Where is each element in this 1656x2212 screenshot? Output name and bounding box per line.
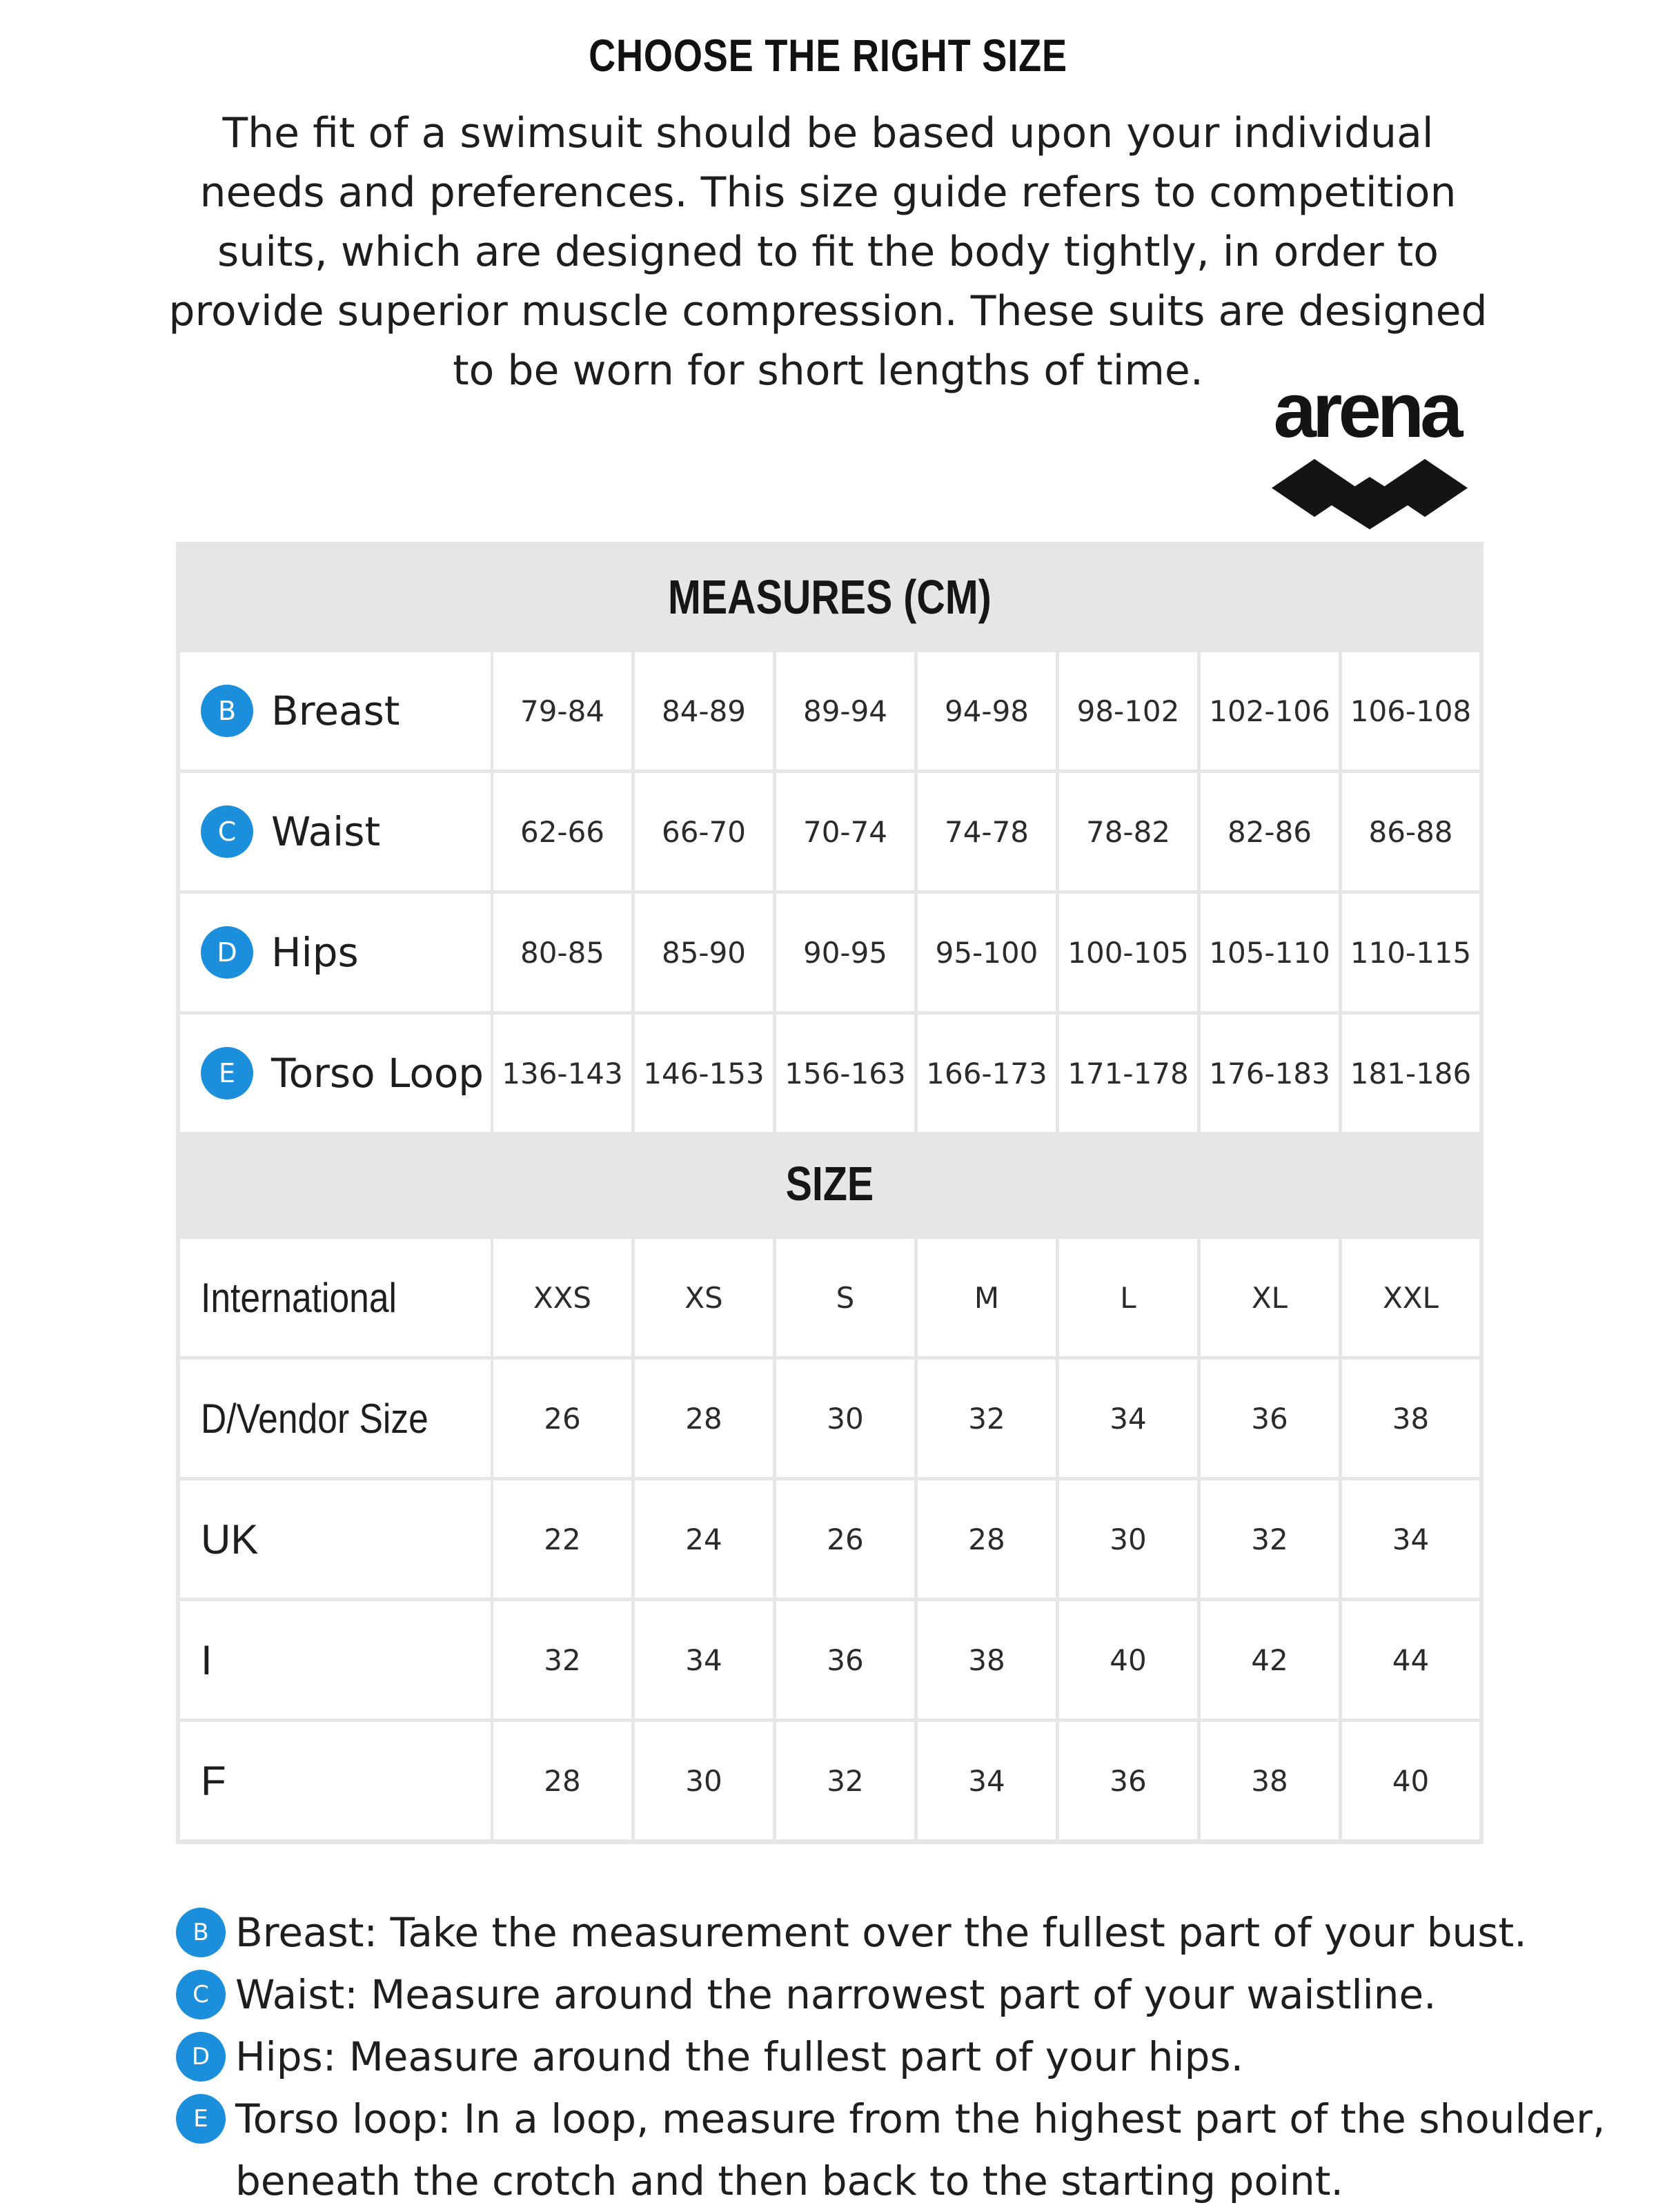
- size-value-cell: 34: [635, 1601, 773, 1719]
- measure-value-cell: 146-153: [635, 1015, 773, 1132]
- measure-label: Torso Loop: [271, 1050, 484, 1097]
- arena-logo: [1252, 369, 1480, 535]
- size-value-cell: XXS: [493, 1239, 631, 1356]
- measure-value-cell: 100-105: [1059, 894, 1197, 1011]
- measure-label: Waist: [271, 808, 381, 855]
- measure-value-cell: 66-70: [635, 773, 773, 890]
- measure-value-cell: 156-163: [776, 1015, 914, 1132]
- measure-value-cell: 106-108: [1342, 652, 1479, 770]
- note-item: [176, 1901, 1528, 1964]
- size-value-cell: S: [776, 1239, 914, 1356]
- measure-value-cell: 70-74: [776, 773, 914, 890]
- note-item: [176, 2026, 1528, 2088]
- intro-paragraph: The fit of a swimsuit should be based upon your individual needs and preferences. This size guide refers to competition suits, which are designed to fit the body tightly, in order to provide superior muscle compression. These suits are designed to be worn for short lengths of time.: [168, 109, 1488, 395]
- size-value-cell: XL: [1201, 1239, 1339, 1356]
- diamond-logo-icon: [1266, 445, 1473, 531]
- note-text: Torso loop: In a loop, measure from the highest part of the shoulder,: [235, 2095, 1606, 2142]
- note-badge-icon: D: [176, 2032, 226, 2082]
- measure-value-cell: 79-84: [493, 652, 631, 770]
- measure-value-cell: 110-115: [1342, 894, 1479, 1011]
- measure-row-label: [180, 1015, 491, 1132]
- measure-badge-icon: E: [201, 1047, 253, 1099]
- size-value-cell: 28: [493, 1722, 631, 1839]
- size-row-label: [180, 1360, 491, 1477]
- note-badge-icon: E: [176, 2094, 226, 2144]
- size-value-cell: 40: [1059, 1601, 1197, 1719]
- size-value-cell: 22: [493, 1480, 631, 1598]
- note-text: Breast: Take the measurement over the fullest part of your bust.: [235, 1909, 1527, 1956]
- size-value-cell: 38: [1342, 1360, 1479, 1477]
- size-label: International: [201, 1274, 397, 1321]
- note-badge-icon: C: [176, 1970, 226, 2019]
- size-table: [176, 542, 1483, 1844]
- measure-label: Hips: [271, 929, 359, 976]
- size-value-cell: 42: [1201, 1601, 1339, 1719]
- size-value-cell: 36: [1201, 1360, 1339, 1477]
- size-value-cell: 24: [635, 1480, 773, 1598]
- measure-value-cell: 102-106: [1201, 652, 1339, 770]
- size-row-label: [180, 1722, 491, 1839]
- measure-value-cell: 74-78: [918, 773, 1056, 890]
- measure-row-label: [180, 894, 491, 1011]
- measure-value-cell: 80-85: [493, 894, 631, 1011]
- size-value-cell: 26: [493, 1360, 631, 1477]
- measure-value-cell: 98-102: [1059, 652, 1197, 770]
- measure-value-cell: 82-86: [1201, 773, 1339, 890]
- size-value-cell: L: [1059, 1239, 1197, 1356]
- measure-label: Breast: [271, 687, 400, 734]
- note-text: Waist: Measure around the narrowest part of your waistline.: [235, 1971, 1437, 2018]
- measure-value-cell: 181-186: [1342, 1015, 1479, 1132]
- logo-wordmark: arena: [1273, 367, 1459, 453]
- size-value-cell: XS: [635, 1239, 773, 1356]
- size-label: I: [201, 1636, 213, 1683]
- note-text: Hips: Measure around the fullest part of your hips.: [235, 2033, 1244, 2080]
- size-value-cell: 30: [776, 1360, 914, 1477]
- size-value-cell: 36: [1059, 1722, 1197, 1839]
- measure-row-label: [180, 652, 491, 770]
- size-value-cell: M: [918, 1239, 1056, 1356]
- size-label: F: [201, 1757, 226, 1804]
- measure-value-cell: 176-183: [1201, 1015, 1339, 1132]
- measure-value-cell: 84-89: [635, 652, 773, 770]
- size-value-cell: 30: [1059, 1480, 1197, 1598]
- measure-value-cell: 85-90: [635, 894, 773, 1011]
- measure-value-cell: 90-95: [776, 894, 914, 1011]
- measure-value-cell: 171-178: [1059, 1015, 1197, 1132]
- size-header: SIZE: [785, 1157, 874, 1211]
- size-value-cell: 44: [1342, 1601, 1479, 1719]
- size-value-cell: 34: [918, 1722, 1056, 1839]
- size-label: UK: [201, 1516, 259, 1563]
- size-value-cell: 32: [493, 1601, 631, 1719]
- size-value-cell: 32: [1201, 1480, 1339, 1598]
- size-value-cell: 28: [635, 1360, 773, 1477]
- measure-value-cell: 86-88: [1342, 773, 1479, 890]
- measure-value-cell: 94-98: [918, 652, 1056, 770]
- page-title: CHOOSE THE RIGHT SIZE: [589, 30, 1067, 81]
- measure-badge-icon: D: [201, 926, 253, 979]
- measure-badge-icon: C: [201, 805, 253, 858]
- measure-value-cell: 78-82: [1059, 773, 1197, 890]
- size-value-cell: 38: [918, 1601, 1056, 1719]
- size-row-label: [180, 1480, 491, 1598]
- size-value-cell: 26: [776, 1480, 914, 1598]
- size-value-cell: 36: [776, 1601, 914, 1719]
- size-value-cell: 30: [635, 1722, 773, 1839]
- measure-value-cell: 62-66: [493, 773, 631, 890]
- measure-value-cell: 89-94: [776, 652, 914, 770]
- size-row-label: [180, 1239, 491, 1356]
- size-value-cell: 34: [1342, 1480, 1479, 1598]
- measure-row-label: [180, 773, 491, 890]
- measure-value-cell: 105-110: [1201, 894, 1339, 1011]
- size-label: D/Vendor Size: [201, 1395, 428, 1442]
- measurement-notes: [176, 1901, 1606, 2212]
- measures-header: MEASURES (CM): [668, 570, 992, 624]
- measure-value-cell: 166-173: [918, 1015, 1056, 1132]
- measure-value-cell: 136-143: [493, 1015, 631, 1132]
- size-value-cell: XXL: [1342, 1239, 1479, 1356]
- note-item: [176, 2088, 1606, 2150]
- size-value-cell: 40: [1342, 1722, 1479, 1839]
- size-value-cell: 32: [776, 1722, 914, 1839]
- size-value-cell: 38: [1201, 1722, 1339, 1839]
- size-value-cell: 28: [918, 1480, 1056, 1598]
- measure-value-cell: 95-100: [918, 894, 1056, 1011]
- note-continuation: beneath the crotch and then back to the starting point.: [235, 2157, 1343, 2204]
- size-value-cell: 34: [1059, 1360, 1197, 1477]
- note-item: [176, 1964, 1528, 2026]
- note-badge-icon: B: [176, 1908, 226, 1957]
- size-value-cell: 32: [918, 1360, 1056, 1477]
- measure-badge-icon: B: [201, 685, 253, 737]
- size-row-label: [180, 1601, 491, 1719]
